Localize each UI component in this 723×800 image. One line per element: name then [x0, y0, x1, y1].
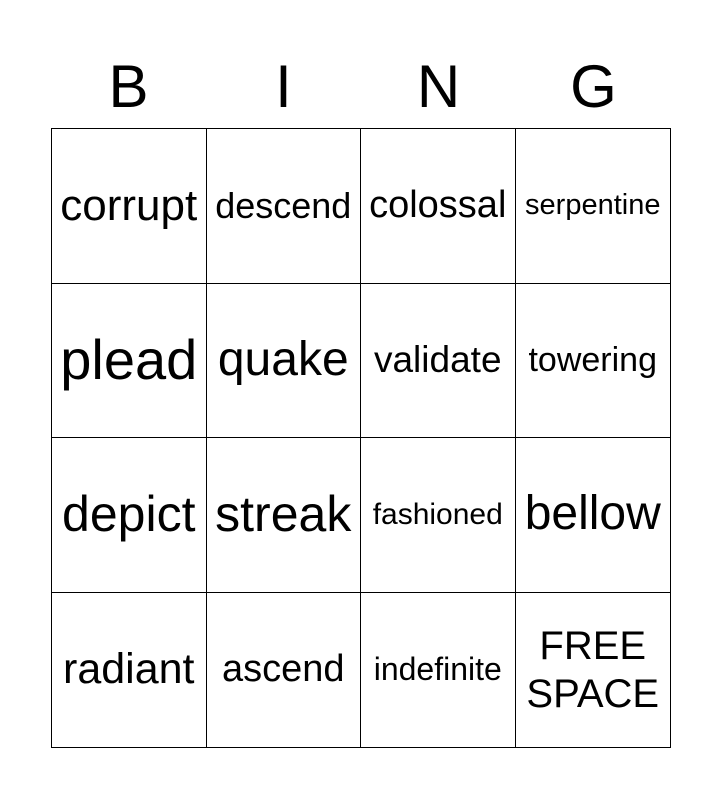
bingo-cell[interactable]: validate: [361, 284, 516, 439]
bingo-cell[interactable]: streak: [207, 438, 362, 593]
bingo-cell[interactable]: depict: [52, 438, 207, 593]
bingo-cell[interactable]: corrupt: [52, 129, 207, 284]
bingo-cell[interactable]: indefinite: [361, 593, 516, 748]
header-letter-b: B: [108, 53, 149, 120]
header-letter-g: G: [570, 53, 617, 120]
header-letter-i: I: [275, 53, 292, 120]
header-letter-n: N: [416, 53, 461, 120]
bingo-cell[interactable]: radiant: [52, 593, 207, 748]
bingo-card-grid: [51, 128, 671, 748]
bingo-cell[interactable]: ascend: [207, 593, 362, 748]
bingo-cell[interactable]: serpentine: [516, 129, 671, 284]
free-space-cell[interactable]: FREE SPACE: [526, 623, 660, 716]
bingo-cell[interactable]: descend: [207, 129, 362, 284]
bingo-cell[interactable]: fashioned: [361, 438, 516, 593]
bingo-cell[interactable]: towering: [516, 284, 671, 439]
bingo-cell[interactable]: colossal: [361, 129, 516, 284]
bingo-cell[interactable]: quake: [207, 284, 362, 439]
bingo-cell[interactable]: bellow: [516, 438, 671, 593]
bingo-header: [51, 52, 671, 122]
bingo-cell[interactable]: plead: [52, 284, 207, 439]
